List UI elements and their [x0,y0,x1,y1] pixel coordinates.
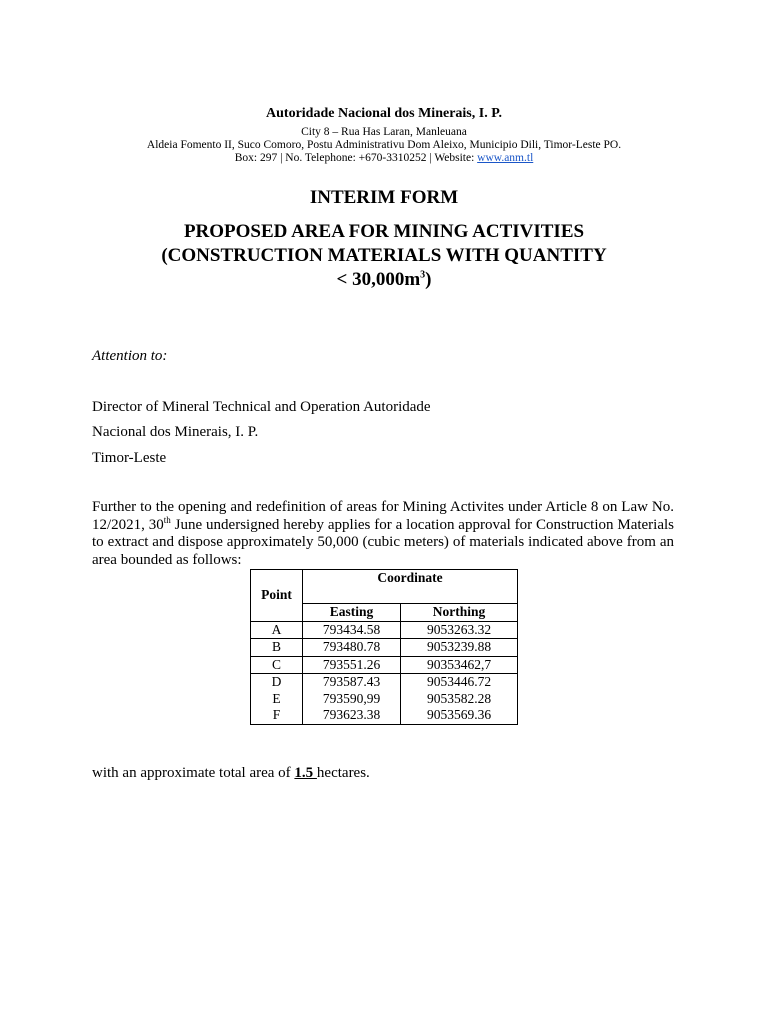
easting-cell: 793551.26 [303,656,401,674]
application-paragraph [92,499,674,569]
form-subtitle-line-3 [0,268,768,292]
point-cell: F [251,707,303,724]
point-cell: E [251,691,303,708]
form-subtitle-line-1: PROPOSED AREA FOR MINING ACTIVITIES [183,221,585,242]
northing-cell: 9053446.72 [401,674,518,691]
table-row [251,656,518,674]
easting-cell: 793590,99 [303,691,401,708]
easting-cell: 793587.43 [303,674,401,691]
recipient-line-1: Director of Mineral Technical and Operation Autoridade [92,399,431,415]
table-row [251,707,518,724]
closing-suffix: hectares. [316,765,370,781]
northing-cell: 9053239.88 [401,639,518,657]
address-line-3 [0,152,768,165]
closing-parenthesis: ) [425,269,432,290]
paragraph-part-2: June undersigned hereby applies for a location approval for Construction Materials to extract and dispose approximately 50,000 (cubic meters) of materials indicated above from an area bounded as follows: [92,516,675,568]
point-cell: C [251,656,303,674]
easting-cell: 793434.58 [303,621,401,639]
website-link[interactable]: www.anm.tl [477,152,534,164]
recipient-line-2: Nacional dos Minerais, I. P. [92,424,259,440]
northing-cell: 90353462,7 [401,656,518,674]
recipient-line-3: Timor-Leste [92,450,167,466]
table-row [251,621,518,639]
coordinate-table [250,569,518,725]
table-header-row [251,570,518,604]
header-point: Point [251,570,303,622]
table-row [251,674,518,691]
point-cell: D [251,674,303,691]
point-cell: A [251,621,303,639]
form-subtitle-line-2: (CONSTRUCTION MATERIALS WITH QUANTITY [161,245,607,266]
quantity-limit: < 30,000m [336,269,421,290]
cubic-superscript: 3 [420,269,426,281]
northing-cell: 9053582.28 [401,691,518,708]
address-line-1: City 8 – Rua Has Laran, Manleuana [301,126,467,138]
table-row [251,639,518,657]
address-line-2: Aldeia Fomento II, Suco Comoro, Postu Administrativu Dom Aleixo, Municipio Dili, Timor-Leste PO. [146,139,622,151]
header-northing: Northing [401,604,518,622]
northing-cell: 9053569.36 [401,707,518,724]
form-title: INTERIM FORM [309,187,459,208]
header-coordinate: Coordinate [303,570,518,604]
point-cell: B [251,639,303,657]
header-easting: Easting [303,604,401,622]
organization-name: Autoridade Nacional dos Minerais, I. P. [266,106,502,121]
closing-prefix: with an approximate total area of [92,765,295,781]
table-row [251,691,518,708]
attention-label: Attention to: [92,348,168,364]
northing-cell: 9053263.32 [401,621,518,639]
easting-cell: 793480.78 [303,639,401,657]
closing-sentence [92,765,370,782]
easting-cell: 793623.38 [303,707,401,724]
date-superscript: th [163,514,171,525]
contact-info: Box: 297 | No. Telephone: +670-3310252 | Website: [234,152,478,164]
paragraph-part-1: Further to the opening and redefinition of areas for Mining Activites under Article 8 on Law No. 12/2021, 30 [92,499,674,533]
total-area-value: 1.5 [294,765,317,781]
